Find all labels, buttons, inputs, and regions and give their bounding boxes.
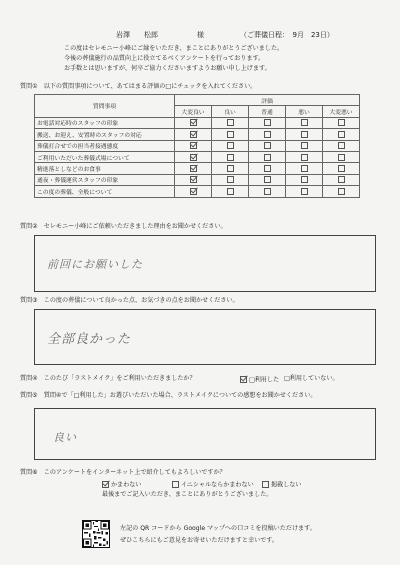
rating-checkbox[interactable] <box>190 119 197 126</box>
rating-cell[interactable] <box>323 140 360 151</box>
rating-header-4: 大変悪い <box>323 106 360 117</box>
rating-cell[interactable] <box>175 174 212 185</box>
rating-checkbox[interactable] <box>190 188 197 195</box>
q5-label: 質問⑤ 質問④で「□利用した」お選びいただいた場合、ラストメイクについての感想をお聞かせください。 <box>20 392 317 399</box>
rating-checkbox[interactable] <box>301 131 308 138</box>
question-item: 搬送、お迎え、安置時のスタッフの対応 <box>35 129 175 140</box>
rating-cell[interactable] <box>175 151 212 162</box>
q5-answer: 良い <box>53 431 77 444</box>
rating-checkbox[interactable] <box>301 142 308 149</box>
q3-label: 質問③ この度の葬儀について良かった点、お気づきの点をお聞かせください。 <box>20 297 239 304</box>
rating-checkbox[interactable] <box>227 165 234 172</box>
rating-checkbox[interactable] <box>301 154 308 161</box>
rating-cell[interactable] <box>286 186 323 197</box>
rating-checkbox[interactable] <box>190 165 197 172</box>
rating-cell[interactable] <box>286 117 323 128</box>
rating-cell[interactable] <box>212 186 249 197</box>
rating-checkbox[interactable] <box>338 154 345 161</box>
rating-checkbox[interactable] <box>338 131 345 138</box>
rating-cell[interactable] <box>286 129 323 140</box>
checkbox-no[interactable] <box>262 481 269 488</box>
customer-name: 岩澤 松郎 <box>116 31 158 39</box>
checkbox-used[interactable] <box>240 376 247 383</box>
q6-label: 質問⑥ このアンケートをインターネット上で紹介してもよろしいですか？ <box>20 469 226 476</box>
rating-cell[interactable] <box>323 186 360 197</box>
rating-checkbox[interactable] <box>190 154 197 161</box>
table-row <box>35 129 360 140</box>
question-item: この度の葬儀、全般について <box>35 186 175 197</box>
rating-checkbox[interactable] <box>264 188 271 195</box>
q4-option-not-used[interactable]: □利用していない。 <box>284 375 339 382</box>
q6-option-ok[interactable]: かまわない <box>102 481 141 489</box>
rating-header-0: 大変良い <box>175 106 212 117</box>
column-header-item: 質問事項 <box>35 95 175 118</box>
rating-checkbox[interactable] <box>264 142 271 149</box>
rating-cell[interactable] <box>249 186 286 197</box>
rating-checkbox[interactable] <box>264 154 271 161</box>
rating-checkbox[interactable] <box>338 188 345 195</box>
rating-checkbox[interactable] <box>264 131 271 138</box>
rating-checkbox[interactable] <box>264 176 271 183</box>
rating-cell[interactable] <box>249 117 286 128</box>
rating-cell[interactable] <box>323 151 360 162</box>
rating-cell[interactable] <box>175 117 212 128</box>
honorific: 様 <box>197 31 204 39</box>
rating-cell[interactable] <box>175 140 212 151</box>
intro-line-1: この度はセレモニー小峰にご縁をいただき、まことにありがとうございました。 <box>64 45 284 52</box>
q4-option-used[interactable]: □利用した <box>240 376 279 384</box>
question-item: 精進落としなどのお食事 <box>35 163 175 174</box>
rating-cell[interactable] <box>249 174 286 185</box>
rating-cell[interactable] <box>323 174 360 185</box>
q5-answer-box[interactable] <box>34 408 376 460</box>
rating-checkbox[interactable] <box>301 165 308 172</box>
checkbox-ok[interactable] <box>102 481 109 488</box>
rating-checkbox[interactable] <box>227 176 234 183</box>
q2-answer-box[interactable] <box>34 235 376 292</box>
rating-checkbox[interactable] <box>190 131 197 138</box>
rating-checkbox[interactable] <box>301 176 308 183</box>
rating-cell[interactable] <box>286 151 323 162</box>
table-row <box>35 151 360 162</box>
rating-header-3: 悪い <box>286 106 323 117</box>
q2-label: 質問② セレモニー小峰にご依頼いただきました理由をお聞かせください。 <box>20 223 227 230</box>
rating-cell[interactable] <box>212 151 249 162</box>
rating-cell[interactable] <box>323 129 360 140</box>
rating-cell[interactable] <box>286 140 323 151</box>
rating-checkbox[interactable] <box>227 154 234 161</box>
rating-cell[interactable] <box>286 174 323 185</box>
rating-checkbox[interactable] <box>227 142 234 149</box>
rating-cell[interactable] <box>175 186 212 197</box>
rating-checkbox[interactable] <box>301 119 308 126</box>
question-item: お電話対応時のスタッフの印象 <box>35 117 175 128</box>
rating-checkbox[interactable] <box>227 131 234 138</box>
q3-answer-box[interactable] <box>34 309 376 365</box>
table-row <box>35 117 360 128</box>
rating-checkbox[interactable] <box>338 142 345 149</box>
rating-checkbox[interactable] <box>264 165 271 172</box>
question-item: 葬儀打合せでの担当者接遇態度 <box>35 140 175 151</box>
question-item: 通夜・葬儀運営スタッフの印象 <box>35 174 175 185</box>
table-row <box>35 186 360 197</box>
rating-checkbox[interactable] <box>301 188 308 195</box>
rating-checkbox[interactable] <box>190 176 197 183</box>
thanks-text: 最後までご記入いただき、まことにありがとうございました。 <box>102 491 273 498</box>
rating-checkbox[interactable] <box>227 188 234 195</box>
rating-cell[interactable] <box>249 151 286 162</box>
q3-answer: 全部良かった <box>47 332 132 347</box>
rating-cell[interactable] <box>249 163 286 174</box>
rating-cell[interactable] <box>212 129 249 140</box>
rating-checkbox[interactable] <box>227 119 234 126</box>
table-row <box>35 174 360 185</box>
intro-line-2: 今後の葬儀施行の品質向上に役立てるべくアンケートを行っております。 <box>64 55 265 62</box>
rating-cell[interactable] <box>286 163 323 174</box>
rating-checkbox[interactable] <box>190 142 197 149</box>
column-header-eval: 評価 <box>175 95 360 106</box>
table-row <box>35 163 360 174</box>
rating-cell[interactable] <box>175 129 212 140</box>
question-item: ご利用いただいた葬儀式場について <box>35 151 175 162</box>
rating-cell[interactable] <box>249 140 286 151</box>
rating-cell[interactable] <box>212 163 249 174</box>
q4-label: 質問④ このたび「ラストメイク」をご利用いただきましたか？ <box>20 375 196 382</box>
table-row <box>35 140 360 151</box>
q6-option-no[interactable]: 掲載しない <box>262 481 301 489</box>
q1-label: 質問① 以下の質問事項について、あてはまる評価の□にチェックを入れてください。 <box>20 83 257 90</box>
rating-header-1: 良い <box>212 106 249 117</box>
checkbox-initial[interactable] <box>172 481 179 488</box>
intro-line-3: お手数とは思いますが、何卒ご協力くださいますようお願い申し上げます。 <box>64 65 271 72</box>
funeral-date: （ご葬儀日程： 9月 23日） <box>240 31 334 39</box>
rating-checkbox[interactable] <box>338 165 345 172</box>
evaluation-table <box>34 94 360 198</box>
q6-option-initial[interactable]: イニシャルならかまわない <box>172 481 254 489</box>
rating-cell[interactable] <box>323 117 360 128</box>
rating-header-2: 普通 <box>249 106 286 117</box>
rating-cell[interactable] <box>212 117 249 128</box>
footer-line-2: ぜひこちらにもご意見をお寄せいただけますと幸いです。 <box>120 537 278 544</box>
rating-cell[interactable] <box>212 174 249 185</box>
rating-checkbox[interactable] <box>338 119 345 126</box>
qr-code-icon <box>82 520 110 548</box>
rating-cell[interactable] <box>249 129 286 140</box>
footer-line-1: 左記の QR コードから Google マップへの口コミを投稿いただけます。 <box>120 525 316 532</box>
q2-answer: 前回にお願いした <box>47 258 143 271</box>
rating-cell[interactable] <box>175 163 212 174</box>
rating-checkbox[interactable] <box>338 176 345 183</box>
rating-cell[interactable] <box>323 163 360 174</box>
rating-cell[interactable] <box>212 140 249 151</box>
rating-checkbox[interactable] <box>264 119 271 126</box>
